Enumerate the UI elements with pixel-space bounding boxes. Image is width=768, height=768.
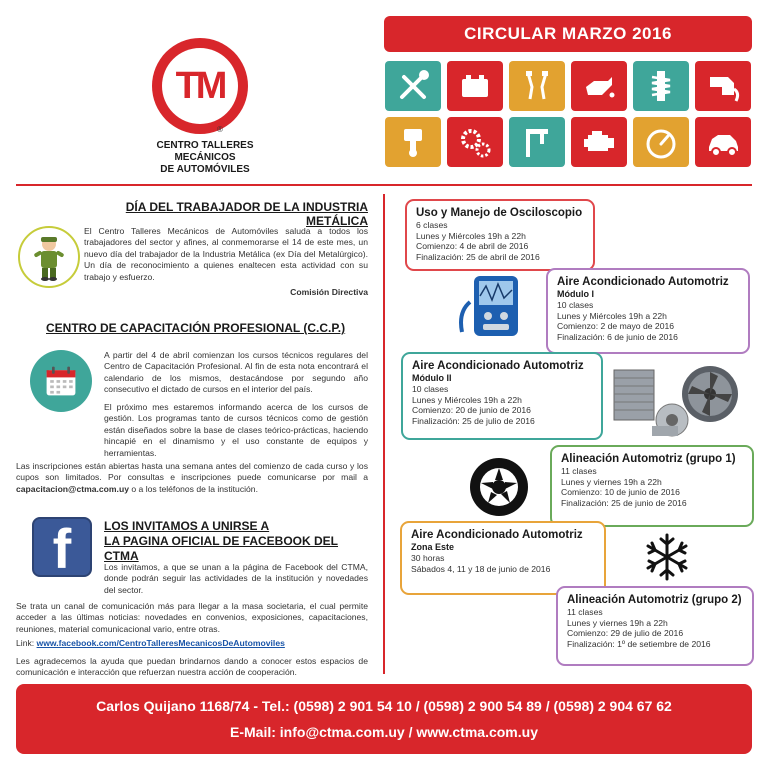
course-detail: Sábados 4, 11 y 18 de junio de 2016 <box>411 563 551 574</box>
ccp-mail-link[interactable]: capacitacion@ctma.com.uy <box>16 483 129 494</box>
course-detail: 10 clases <box>557 300 594 310</box>
engine-oil-icon <box>571 61 627 111</box>
speedometer-icon <box>633 117 689 167</box>
column-divider <box>383 194 385 674</box>
course-detail: Lunes y Miércoles 19h a 22h <box>412 394 522 405</box>
course-detail: 6 clases <box>416 220 448 230</box>
fuel-nozzle-icon <box>695 61 751 111</box>
course-alineacion-g2 <box>556 586 754 666</box>
ccp-p1: A partir del 4 de abril comienzan los cursos técnicos regulares del Centro de Capacitación Profesional. Al fin de esta nota encontrará el calendario de los mismos, destacándose por segundo año consecutivo el dictado de cursos en el interior del país. <box>104 350 368 395</box>
battery-icon <box>447 61 503 111</box>
course-detail: 30 horas <box>411 553 445 563</box>
ccp-p2: El próximo mes estaremos informando acerca de los cursos de gestión. Los programas tanto de cursos técnicos como de gestión están diseñados sobre la base de clases teórico-prácticas, haciendo hincapié en el dinamismo y el uso constante de equipos y herramientas. <box>104 402 368 458</box>
car-icon <box>695 117 751 167</box>
course-detail: Comienzo: 4 de abril de 2016 <box>416 241 529 252</box>
ac-parts-image <box>612 360 740 440</box>
tire-icon <box>468 456 530 518</box>
footer-address: Carlos Quijano 1168/74 - Tel.: (0598) 2 901 54 10 / (0598) 2 900 54 89 / (0598) 2 904 67 62 <box>96 698 672 714</box>
trabajador-text: El Centro Talleres Mecánicos de Automóviles saluda a todos los trabajadores del sector y afines, al conmemorarse el 14 de este mes, un nuevo día del trabajador de la Industria Metálica (ex Día del Metalúrgico). Un día de reconocimiento a quienes enaltecen esta actividad con su trabajo y esfuerzo. <box>84 226 368 282</box>
course-subtitle: Zona Este <box>411 542 455 552</box>
logo-registered: ® <box>217 125 223 134</box>
course-subtitle: Módulo I <box>557 289 594 299</box>
jumper-cables-icon <box>509 61 565 111</box>
oscilloscope-image <box>456 272 534 340</box>
facebook-link-label: Link: <box>16 638 37 649</box>
footer-bar <box>16 684 752 754</box>
trabajador-sign: Comisión Directiva <box>290 287 368 298</box>
facebook-link-line <box>16 638 368 649</box>
course-detail: 11 clases <box>567 607 603 617</box>
course-title: Aire Acondicionado Automotriz <box>557 276 729 288</box>
shock-absorber-icon <box>633 61 689 111</box>
course-detail: Comienzo: 2 de mayo de 2016 <box>557 321 675 332</box>
facebook-icon[interactable] <box>32 517 92 577</box>
logo-text <box>130 140 280 176</box>
course-aire-zona-este <box>400 521 606 595</box>
facebook-p2: Se trata un canal de comunicación más para llegar a la masa societaria, el cual permite acceder a las últimas noticias: novedades en convenios, exposiciones, capacitaciones, reuniones, material comunicacional vario, entre otras. <box>16 601 368 634</box>
course-detail: Finalización: 1º de setiembre de 2016 <box>567 638 711 649</box>
logo-line2: DE AUTOMÓVILES <box>160 164 250 175</box>
engine-icon <box>571 117 627 167</box>
trabajador-body <box>84 226 368 300</box>
course-detail: Finalización: 25 de abril de 2016 <box>416 251 540 262</box>
logo-mark <box>162 48 238 124</box>
course-detail: Lunes y Miércoles 19h a 22h <box>557 310 667 321</box>
course-detail: Comienzo: 29 de julio de 2016 <box>567 628 684 639</box>
snowflake-icon <box>642 532 692 582</box>
course-osciloscopio <box>405 199 595 271</box>
facebook-p1-text: Los invitamos, a que se unan a la página de Facebook del CTMA, donde podrán seguir las actividades de la institución y novedades del sector. <box>104 562 368 595</box>
course-detail: Lunes y viernes 19h a 22h <box>567 617 668 628</box>
facebook-title-line2: LA PAGINA OFICIAL DE FACEBOOK DEL CTMA <box>104 534 339 563</box>
course-detail: Comienzo: 10 de junio de 2016 <box>561 487 680 498</box>
ccp-p3 <box>16 461 368 495</box>
ccp-body-top <box>104 350 368 398</box>
facebook-link[interactable]: www.facebook.com/CentroTalleresMecanicosDeAutomoviles <box>36 638 285 649</box>
logo-line1: CENTRO TALLERES MECÁNICOS <box>156 140 254 163</box>
course-detail: Finalización: 25 de junio de 2016 <box>561 497 687 508</box>
ccp-p3-post: o a los teléfonos de la institución. <box>128 483 258 494</box>
facebook-body <box>16 601 368 680</box>
header-divider <box>16 184 752 186</box>
course-aire-modulo2 <box>401 352 603 440</box>
course-title: Alineación Automotriz (grupo 1) <box>561 453 736 465</box>
course-subtitle: Módulo II <box>412 373 452 383</box>
course-detail: Lunes y Miércoles 19h a 22h <box>416 230 526 241</box>
course-detail: 11 clases <box>561 466 597 476</box>
piston-icon <box>385 117 441 167</box>
facebook-f-glyph: f <box>52 517 72 577</box>
course-title: Uso y Manejo de Osciloscopio <box>416 207 583 219</box>
course-title: Alineación Automotriz (grupo 2) <box>567 594 742 606</box>
trabajador-title: DÍA DEL TRABAJADOR DE LA INDUSTRIA METÁLICA <box>125 200 368 228</box>
facebook-title <box>104 519 368 564</box>
ccp-body-bottom <box>16 402 368 497</box>
course-aire-modulo1 <box>546 268 750 354</box>
course-detail: Lunes y viernes 19h a 22h <box>561 476 662 487</box>
facebook-p1 <box>104 562 368 598</box>
worker-mascot-icon <box>18 226 80 288</box>
facebook-title-line1: LOS INVITAMOS A UNIRSE A <box>104 519 270 533</box>
course-title: Aire Acondicionado Automotriz <box>412 360 584 372</box>
course-alineacion-g1 <box>550 445 754 527</box>
course-title: Aire Acondicionado Automotriz <box>411 529 583 541</box>
footer-contact[interactable]: E-Mail: info@ctma.com.uy / www.ctma.com.uy <box>230 724 538 740</box>
course-detail: Finalización: 6 de junio de 2016 <box>557 331 678 342</box>
tools-icon <box>385 61 441 111</box>
caliper-icon <box>509 117 565 167</box>
ccp-title: CENTRO DE CAPACITACIÓN PROFESIONAL (C.C.P.) <box>46 321 346 335</box>
facebook-p3: Les agradecemos la ayuda que puedan brindarnos dando a conocer estos espacios de comunicación e interacción que refuerzan nuestra acción de cooperación. <box>16 655 368 678</box>
logo-letters: TM <box>175 64 225 107</box>
course-detail: Comienzo: 20 de junio de 2016 <box>412 405 531 416</box>
circular-title: CIRCULAR MARZO 2016 <box>384 16 752 52</box>
ccp-p3-pre: Las inscripciones están abiertas hasta una semana antes del comienzo de cada curso y los cupos son limitados. Por consultas e inscripciones puede comunicarse por mail a <box>16 461 368 483</box>
course-detail: Finalización: 25 de julio de 2016 <box>412 415 535 426</box>
course-detail: 10 clases <box>412 384 449 394</box>
gears-icon <box>447 117 503 167</box>
